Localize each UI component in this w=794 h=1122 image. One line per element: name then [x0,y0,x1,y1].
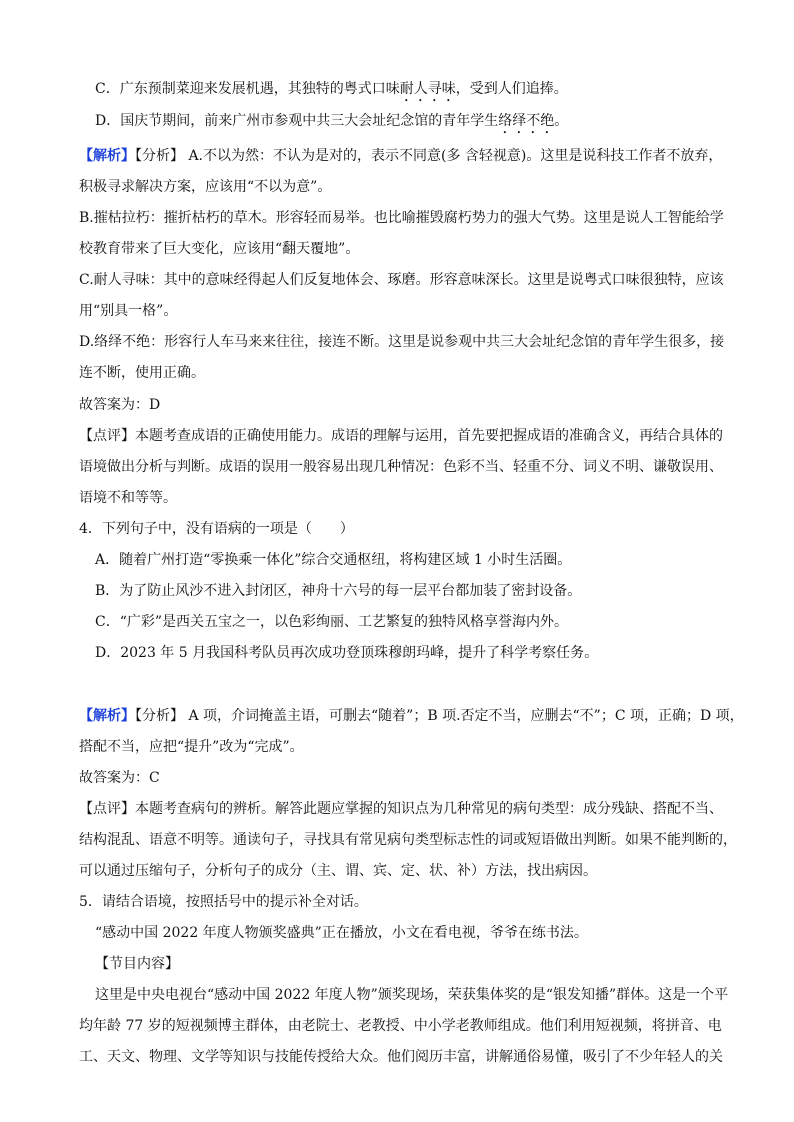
analysis-text: 连不断，使用正确。 [79,365,205,381]
analysis-subtag: 【分析】 [135,708,184,724]
option-4b: B．为了防止风沙不进入封闭区，神舟十六号的每一层平台都加装了密封设备。 [95,583,582,599]
analysis-text: 校教育带来了巨大变化，应该用“翻天覆地”。 [79,241,360,257]
highlighted-idiom: 络绎不绝 [498,113,555,129]
comment-text: 本题考查病句的辨析。解答此题应掌握的知识点为几种常见的病句类型：成分残缺、搭配不当、 [135,801,723,817]
paragraph-text: 这里是中央电视台“感动中国 2022 年度人物”颁奖现场，荣获集体奖的是“银发知播”群体。这是一个平 [95,987,729,1003]
option-4d: D．2023 年 5 月我国科考队员再次成功登顶珠穆朗玛峰，提升了科学考察任务。 [95,645,599,661]
question-context: “感动中国 2022 年度人物颁奖盛典”正在播放，小文在看电视，爷爷在练书法。 [95,925,588,941]
comment-text: 语境不和等等。 [79,490,177,506]
option-3d [95,111,568,137]
comment-tag: 【点评】 [79,428,135,444]
analysis-tag: 【解析】 [79,708,135,724]
highlighted-idiom: 耐人寻味 [399,81,456,97]
option-text: D．国庆节期间，前来广州市参观中共三大会址纪念馆的青年学生 [95,113,499,129]
comment-tag: 【点评】 [79,801,135,817]
comment-4-line [79,799,723,819]
option-3c [95,79,568,105]
question-stem: 5．请结合语境，按照括号中的提示补全对话。 [79,894,368,910]
analysis-text: A 项，介词掩盖主语，可删去“随着”；B 项.否定不当，应删去“不”；C 项，正确；D 项， [184,708,744,724]
analysis-text: 用“别具一格”。 [79,303,178,319]
option-text: C．广东预制菜迎来发展机遇，其独特的粤式口味 [95,81,400,97]
section-title: 【节目内容】 [95,956,179,972]
analysis-text: C.耐人寻味：其中的意味经得起人们反复地体会、琢磨。形容意味深长。这里是说粤式口味很独特，应该 [79,272,724,288]
analysis-4-line [79,706,744,726]
question-stem: 4．下列句子中，没有语病的一项是（ ） [79,521,354,537]
analysis-text: A.不以为然：不认为是对的，表示不同意(多 含轻视意)。这里是说科技工作者不放弃， [184,148,723,164]
comment-3-line [79,426,723,446]
option-text: ，受到人们追捧。 [455,81,568,97]
analysis-text: B.摧枯拉朽：摧折枯朽的草木。形容轻而易举。也比喻摧毁腐朽势力的强大气势。这里是说人工智能给学 [79,210,724,226]
option-text: 。 [554,113,569,129]
paragraph-text: 均年龄 77 岁的短视频博主群体，由老院士、老教授、中小学老教师组成。他们利用短视频，将拼音、电 [79,1018,722,1034]
analysis-text: D.络绎不绝：形容行人车马来来往往，接连不断。这里是说参观中共三大会址纪念馆的青年学生很多，接 [79,334,725,350]
comment-text: 语境做出分析与判断。成语的误用一般容易出现几种情况：色彩不当、轻重不分、词义不明、谦敬误用、 [79,459,723,475]
analysis-tag: 【解析】 [79,148,135,164]
comment-text: 结构混乱、语意不明等。通读句子，寻找具有常见病句类型标志性的词或短语做出判断。如果不能判断的， [79,832,737,848]
paragraph-text: 工、天文、物理、文学等知识与技能传授给大众。他们阅历丰富，讲解通俗易懂，吸引了不少年轻人的关 [79,1049,723,1065]
answer-line: 故答案为：C [79,770,160,786]
analysis-text: 搭配不当，应把“提升”改为“完成”。 [79,739,304,755]
comment-text: 本题考查成语的正确使用能力。成语的理解与运用，首先要把握成语的准确含义，再结合具体的 [135,428,723,444]
answer-line: 故答案为：D [79,397,161,413]
option-4a: A．随着广州打造“零换乘一体化”综合交通枢纽，将构建区域 1 小时生活圈。 [95,552,572,568]
option-4c: C．“广彩”是西关五宝之一，以色彩绚丽、工艺繁复的独特风格享誉海内外。 [95,614,569,630]
comment-text: 可以通过压缩句子，分析句子的成分（主、谓、宾、定、状、补）方法，找出病因。 [79,863,597,879]
analysis-3-line [79,146,722,166]
analysis-text: 积极寻求解决方案，应该用“不以为意”。 [79,179,332,195]
analysis-subtag: 【分析】 [135,148,184,164]
